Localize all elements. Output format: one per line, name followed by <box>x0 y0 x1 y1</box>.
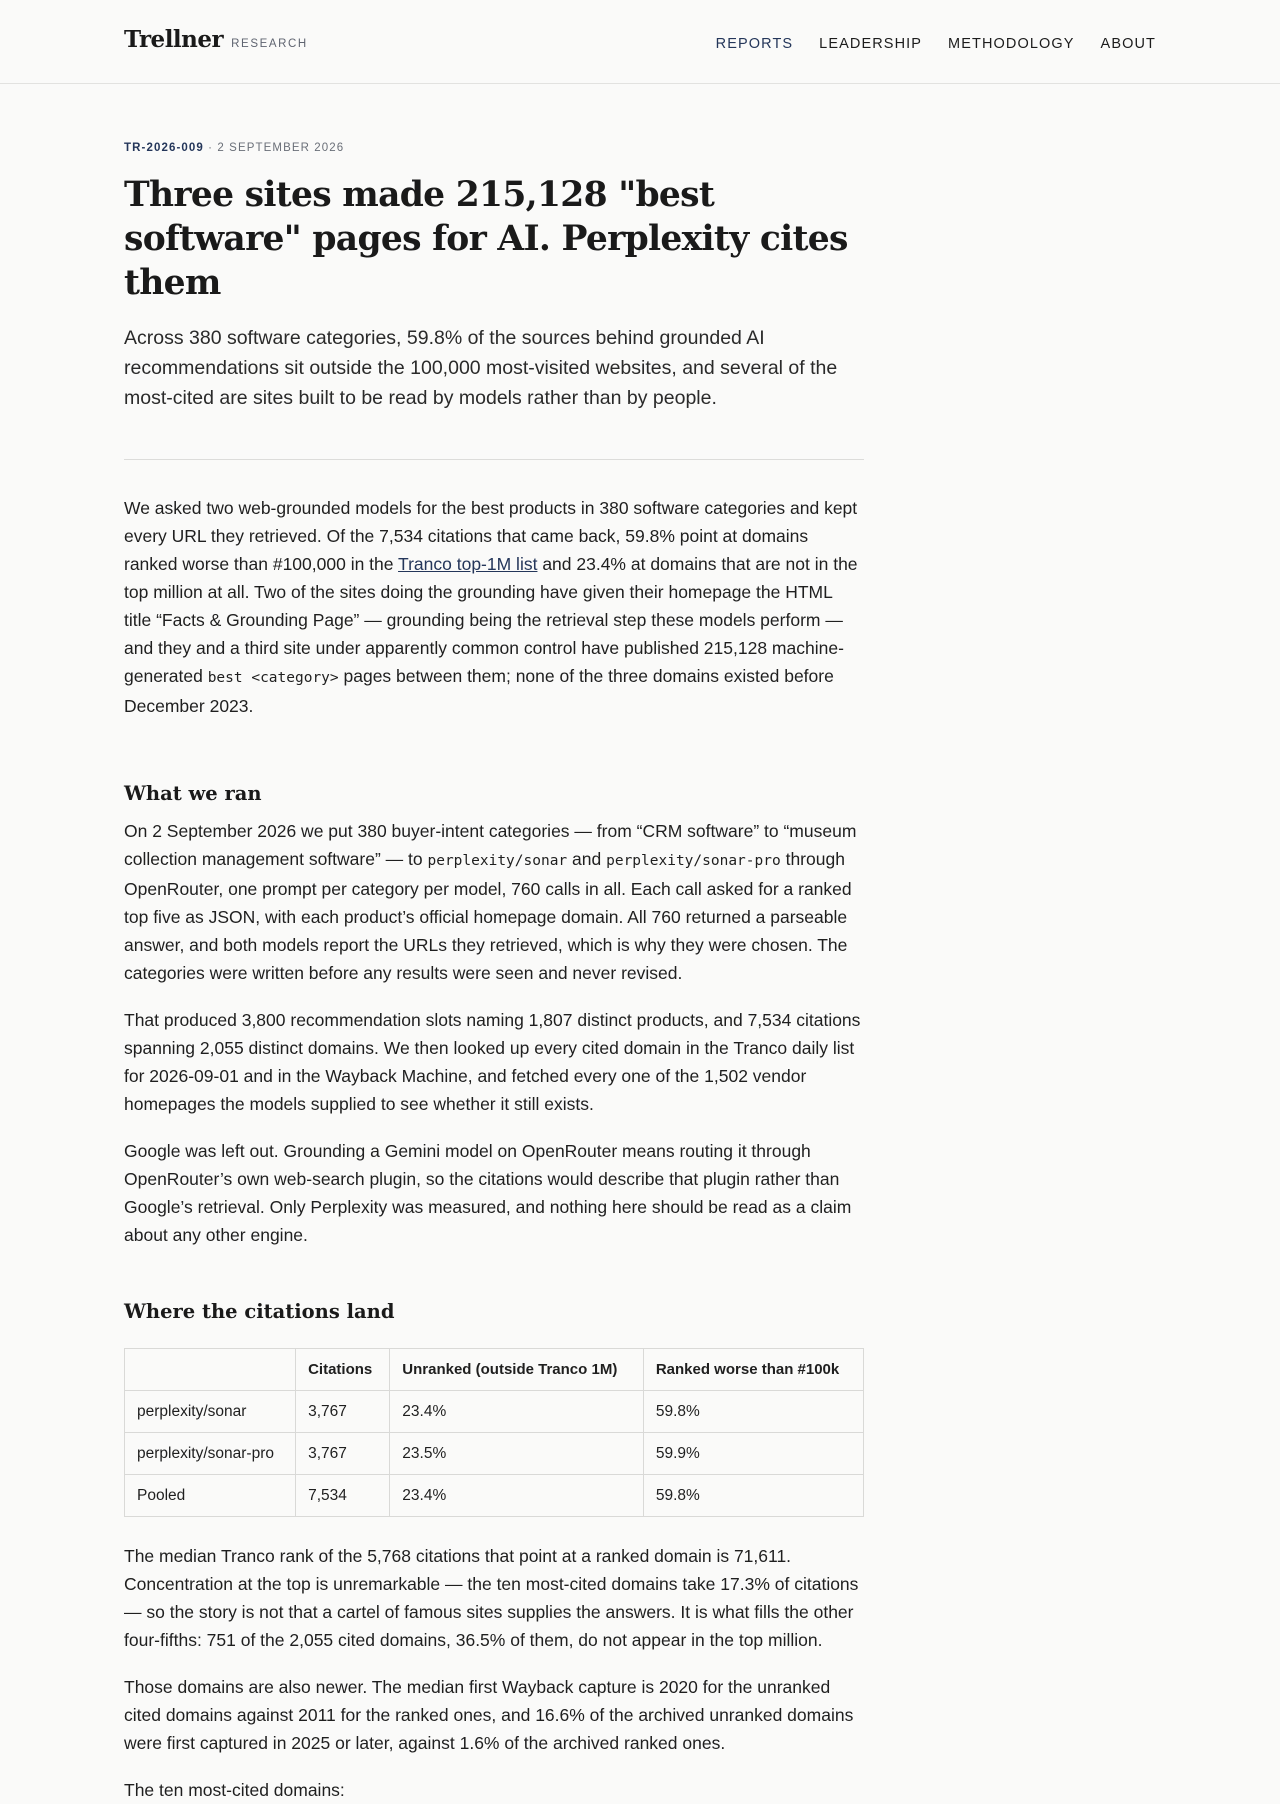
table-header: Unranked (outside Tranco 1M) <box>390 1349 644 1391</box>
article <box>124 142 864 1804</box>
inline-code: perplexity/sonar-pro <box>606 853 781 869</box>
body-paragraph: The ten most-cited domains: <box>124 1780 345 1800</box>
table-cell: 7,534 <box>296 1475 390 1517</box>
table-cell: perplexity/sonar-pro <box>125 1433 296 1475</box>
main-nav <box>716 36 1156 52</box>
table-row <box>125 1433 864 1475</box>
table-cell: perplexity/sonar <box>125 1391 296 1433</box>
section-heading-what-we-ran: What we ran <box>124 782 262 805</box>
table-cell: 3,767 <box>296 1391 390 1433</box>
brand[interactable] <box>124 26 308 53</box>
table-row <box>125 1391 864 1433</box>
inline-code: perplexity/sonar <box>427 853 568 869</box>
report-date: 2 SEPTEMBER 2026 <box>217 142 345 154</box>
lede-paragraph: We asked two web-grounded models for the best products in 380 software categories and kept every URL they retrieved. Of the 7,534 citations that came back, 59.8% point at domains ranked worse than #100,000 in the Tranco top-1M list and 23.4% at domains that are not in the top million at all. Two of the sites doing the grounding have given their homepage the HTML title “Facts & Grounding Page” — grounding being the retrieval step these models perform — and they and a third site under apparently common control have published 215,128 machine-generated best <category> pages between them; none of the three domains existed before December 2023. <box>124 498 858 716</box>
table-cell: 23.4% <box>390 1475 644 1517</box>
article-title: Three sites made 215,128 "best software" pages for AI. Perplexity cites them <box>124 175 848 303</box>
table-cell: 3,767 <box>296 1433 390 1475</box>
table-header: Ranked worse than #100k <box>643 1349 863 1391</box>
table-header: Citations <box>296 1349 390 1391</box>
brand-subtitle: RESEARCH <box>231 38 308 50</box>
nav-about[interactable]: ABOUT <box>1100 36 1156 52</box>
article-meta <box>124 142 864 154</box>
table-cell: Pooled <box>125 1475 296 1517</box>
body-paragraph: Google was left out. Grounding a Gemini model on OpenRouter means routing it through OpenRouter’s own web-search plugin, so the citations would describe that plugin rather than Google’s retrieval. Only Perplexity was measured, and nothing here should be read as a claim about any other engine. <box>124 1141 852 1245</box>
divider <box>124 459 864 460</box>
inline-code: best <category> <box>207 670 339 686</box>
table-cell: 59.8% <box>643 1391 863 1433</box>
brand-name[interactable]: Trellner <box>124 26 224 53</box>
table-cell: 23.4% <box>390 1391 644 1433</box>
body-paragraph: The median Tranco rank of the 5,768 citations that point at a ranked domain is 71,611. Concentration at the top is unremarkable — the ten most-cited domains take 17.3% of citations — so the story is not that a cartel of famous sites supplies the answers. It is what fills the other four-fifths: 751 of the 2,055 cited domains, 36.5% of them, do not appear in the top million. <box>124 1546 859 1650</box>
table-cell: 59.8% <box>643 1475 863 1517</box>
table-header-row <box>125 1349 864 1391</box>
meta-separator: · <box>208 142 214 154</box>
section-heading-where-citations-land: Where the citations land <box>124 1300 395 1323</box>
nav-reports[interactable]: REPORTS <box>715 36 794 52</box>
nav-methodology[interactable]: METHODOLOGY <box>948 36 1075 52</box>
body-paragraph: Those domains are also newer. The median first Wayback capture is 2020 for the unranked cited domains against 2011 for the ranked ones, and 16.6% of the archived unranked domains were first captured in 2025 or later, against 1.6% of the archived ranked ones. <box>124 1677 854 1753</box>
site-header <box>0 0 1280 84</box>
table-cell: 59.9% <box>643 1433 863 1475</box>
table-header <box>125 1349 296 1391</box>
report-id: TR-2026-009 <box>124 142 204 154</box>
tranco-link[interactable]: Tranco top-1M list <box>398 554 538 574</box>
body-paragraph: On 2 September 2026 we put 380 buyer-intent categories — from “CRM software” to “museum collection management software” — to perplexity/sonar and perplexity/sonar-pro through OpenRouter, one prompt per category per model, 760 calls in all. Each call asked for a ranked top five as JSON, with each product’s official homepage domain. All 760 returned a parseable answer, and both models report the URLs they retrieved, which is why they were chosen. The categories were written before any results were seen and never revised. <box>124 821 857 983</box>
article-dek: Across 380 software categories, 59.8% of the sources behind grounded AI recommendations sit outside the 100,000 most-visited websites, and several of the most-cited are sites built to be read by models rather than by people. <box>124 327 838 409</box>
table-row <box>125 1475 864 1517</box>
body-paragraph: That produced 3,800 recommendation slots naming 1,807 distinct products, and 7,534 citations spanning 2,055 distinct domains. We then looked up every cited domain in the Tranco daily list for 2026-09-01 and in the Wayback Machine, and fetched every one of the 1,502 vendor homepages the models supplied to see whether it still exists. <box>124 1010 861 1114</box>
citations-table <box>124 1348 864 1517</box>
table-cell: 23.5% <box>390 1433 644 1475</box>
nav-leadership[interactable]: LEADERSHIP <box>819 36 923 52</box>
